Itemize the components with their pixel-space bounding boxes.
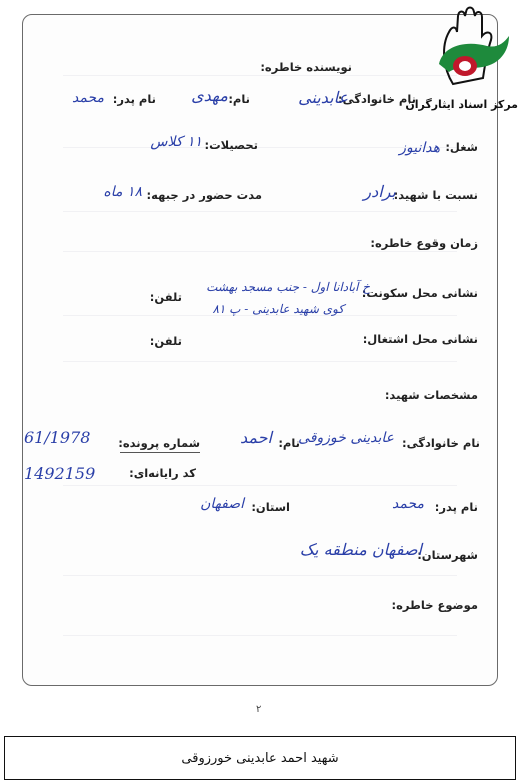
martyr-father-value: محمد bbox=[392, 496, 424, 512]
first-name-value: مهدی bbox=[191, 86, 228, 105]
city-value: اصفهان منطقه یک bbox=[299, 540, 422, 559]
martyr-last-name-label: نام خانوادگی: bbox=[402, 436, 480, 450]
logo-text: مرکز اسناد ایثارگران bbox=[405, 98, 518, 111]
relation-value: برادر bbox=[363, 182, 396, 201]
martyr-section-label: مشخصات شهید: bbox=[384, 388, 478, 402]
martyr-last-name-value: عابدینی خوزوقی bbox=[298, 430, 394, 446]
work-address-label: نشانی محل اشتغال: bbox=[362, 332, 478, 346]
residence-value-line2: کوی شهید عابدینی - پ ۸۱ bbox=[212, 302, 344, 316]
province-value: اصفهان bbox=[200, 496, 244, 512]
last-name-label: نام خانوادگی: bbox=[338, 92, 416, 106]
city-label: شهرستان: bbox=[417, 548, 478, 562]
education-value: ۱۱ کلاس bbox=[150, 134, 202, 150]
father-name-value: محمد bbox=[72, 90, 104, 106]
job-value: هدانیوز bbox=[399, 140, 440, 156]
caption-text: شهید احمد عابدینی خورزوقی bbox=[181, 750, 339, 766]
computer-code-label: کد رایانه‌ای: bbox=[129, 466, 196, 480]
memory-time-label: زمان وقوع خاطره: bbox=[370, 236, 478, 250]
martyr-first-name-value: احمد bbox=[240, 428, 272, 447]
front-duration-value: ۱۸ ماه bbox=[103, 184, 142, 200]
first-name-label: نام: bbox=[228, 92, 250, 106]
archive-logo bbox=[405, 6, 520, 111]
father-name-label: نام پدر: bbox=[112, 92, 156, 106]
job-label: شغل: bbox=[445, 140, 478, 154]
residence-label: نشانی محل سکونت: bbox=[361, 286, 478, 300]
caption-box bbox=[4, 736, 516, 780]
last-name-value: عابدینی bbox=[298, 88, 348, 107]
front-duration-label: مدت حضور در جبهه: bbox=[146, 188, 262, 202]
province-label: استان: bbox=[251, 500, 290, 514]
computer-code-value: 1492159 bbox=[24, 464, 96, 483]
martyr-father-label: نام پدر: bbox=[434, 500, 478, 514]
file-number-underline bbox=[120, 452, 200, 453]
martyr-first-name-label: نام: bbox=[278, 436, 300, 450]
file-number-value: 61/1978 bbox=[24, 428, 91, 447]
page-number: ۲ bbox=[256, 704, 262, 715]
education-label: تحصیلات: bbox=[204, 138, 258, 152]
memory-subject-label: موضوع خاطره: bbox=[391, 598, 478, 612]
file-number-label: شماره پرونده: bbox=[118, 436, 200, 450]
form-page bbox=[22, 14, 498, 686]
hand-dove-icon bbox=[425, 6, 520, 98]
writer-label: نویسنده خاطره: bbox=[260, 60, 352, 74]
residence-phone-label: تلفن: bbox=[149, 290, 182, 304]
relation-label: نسبت با شهید: bbox=[393, 188, 478, 202]
work-phone-label: تلفن: bbox=[149, 334, 182, 348]
residence-value-line1: خ آبادانا اول - جنب مسجد بهشت bbox=[206, 280, 370, 294]
